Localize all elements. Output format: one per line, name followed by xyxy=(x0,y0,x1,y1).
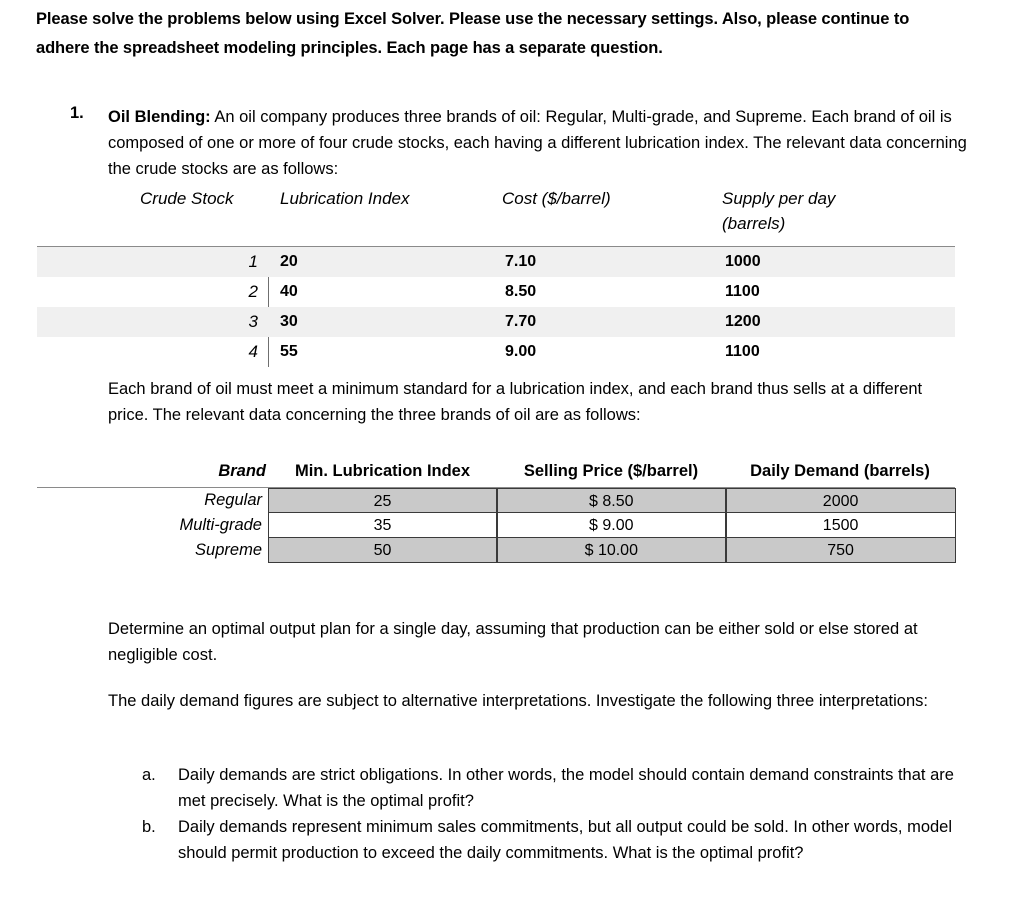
table-row xyxy=(37,307,955,337)
list-item-marker: b. xyxy=(142,818,156,836)
brands-intro-paragraph: Each brand of oil must meet a minimum standard for a lubrication index, and each brand thus sells at a different price. The relevant data concerning the three brands of oil are as follows: xyxy=(108,380,923,424)
cell-cost: 7.10 xyxy=(505,253,537,270)
cell-brand: Regular xyxy=(204,491,262,509)
list-item xyxy=(142,762,962,814)
list-item-text: Daily demands are strict obligations. In other words, the model should contain demand constraints that are met precisely. What is the optimal profit? xyxy=(178,766,954,810)
table-row xyxy=(37,538,955,563)
table-row xyxy=(37,277,955,307)
question-intro-paragraph xyxy=(108,104,968,182)
header-supply-line2: (barrels) xyxy=(722,214,786,233)
table-row xyxy=(37,513,955,538)
header-daily-demand: Daily Demand (barrels) xyxy=(750,462,930,480)
list-item-marker: a. xyxy=(142,766,156,784)
cell-brand: Supreme xyxy=(195,541,262,559)
question-intro-text: An oil company produces three brands of oil: Regular, Multi-grade, and Supreme. Each brand of oil is composed of one or more of four crude stocks, each having a different lubrication index. The relevant data concerning the crude stocks are as follows: xyxy=(108,108,967,178)
determine-paragraph: Determine an optimal output plan for a single day, assuming that production can be either sold or else stored at negligible cost. xyxy=(108,620,918,664)
intro-instructions: Please solve the problems below using Excel Solver. Please use the necessary settings. Also, please continue to adhere the spreadsheet modeling principles. Each page has a separate question. xyxy=(36,10,910,57)
crude-stocks-table xyxy=(37,186,955,367)
header-min-lubrication-index: Min. Lubrication Index xyxy=(294,462,471,480)
cell-price: $ 10.00 xyxy=(497,538,726,563)
list-item-text: Daily demands represent minimum sales commitments, but all output could be sold. In other words, model should permit production to exceed the daily commitments. What is the optimal profit? xyxy=(178,818,953,862)
brands-table-header xyxy=(37,462,955,487)
header-cost: Cost ($/barrel) xyxy=(502,189,611,208)
cell-crude-stock: 3 xyxy=(248,312,258,331)
cell-lubrication-index: 30 xyxy=(280,313,298,330)
cell-demand: 750 xyxy=(726,538,956,563)
cell-cost: 9.00 xyxy=(505,343,537,360)
interpretations-list xyxy=(142,762,962,866)
cell-lubrication-index: 40 xyxy=(280,283,298,300)
cell-demand: 2000 xyxy=(726,488,956,513)
question-number: 1. xyxy=(70,104,84,122)
crude-stocks-table-header xyxy=(37,186,955,246)
cell-supply: 1100 xyxy=(725,283,760,300)
cell-crude-stock: 2 xyxy=(248,282,258,301)
cell-supply: 1000 xyxy=(725,253,761,270)
cell-cost: 8.50 xyxy=(505,283,537,300)
cell-price: $ 8.50 xyxy=(497,488,726,513)
investigate-paragraph: The daily demand figures are subject to alternative interpretations. Investigate the following three interpretations: xyxy=(108,692,928,710)
cell-crude-stock: 4 xyxy=(248,342,258,361)
cell-lubrication-index: 20 xyxy=(280,253,298,270)
cell-price: $ 9.00 xyxy=(497,513,726,538)
table-row xyxy=(37,247,955,277)
cell-supply: 1200 xyxy=(725,313,761,330)
cell-demand: 1500 xyxy=(726,513,956,538)
brands-table xyxy=(37,462,955,563)
table-row xyxy=(37,488,955,513)
cell-min-index: 50 xyxy=(268,538,497,563)
cell-supply: 1100 xyxy=(725,343,760,360)
cell-brand: Multi-grade xyxy=(179,516,262,534)
brands-table-body xyxy=(37,487,955,563)
header-supply-line1: Supply per day xyxy=(722,189,836,208)
crude-stocks-table-body xyxy=(37,246,955,367)
cell-cost: 7.70 xyxy=(505,313,537,330)
table-row xyxy=(37,337,955,367)
cell-crude-stock: 1 xyxy=(248,252,258,271)
header-crude-stock: Crude Stock xyxy=(140,189,234,208)
cell-min-index: 35 xyxy=(268,513,497,538)
header-brand: Brand xyxy=(218,462,266,480)
question-title: Oil Blending: xyxy=(108,108,211,126)
header-supply-per-day xyxy=(722,186,922,236)
cell-lubrication-index: 55 xyxy=(280,343,298,360)
cell-min-index: 25 xyxy=(268,488,497,513)
header-lubrication-index: Lubrication Index xyxy=(280,189,410,208)
header-selling-price: Selling Price ($/barrel) xyxy=(523,462,699,480)
list-item xyxy=(142,814,962,866)
